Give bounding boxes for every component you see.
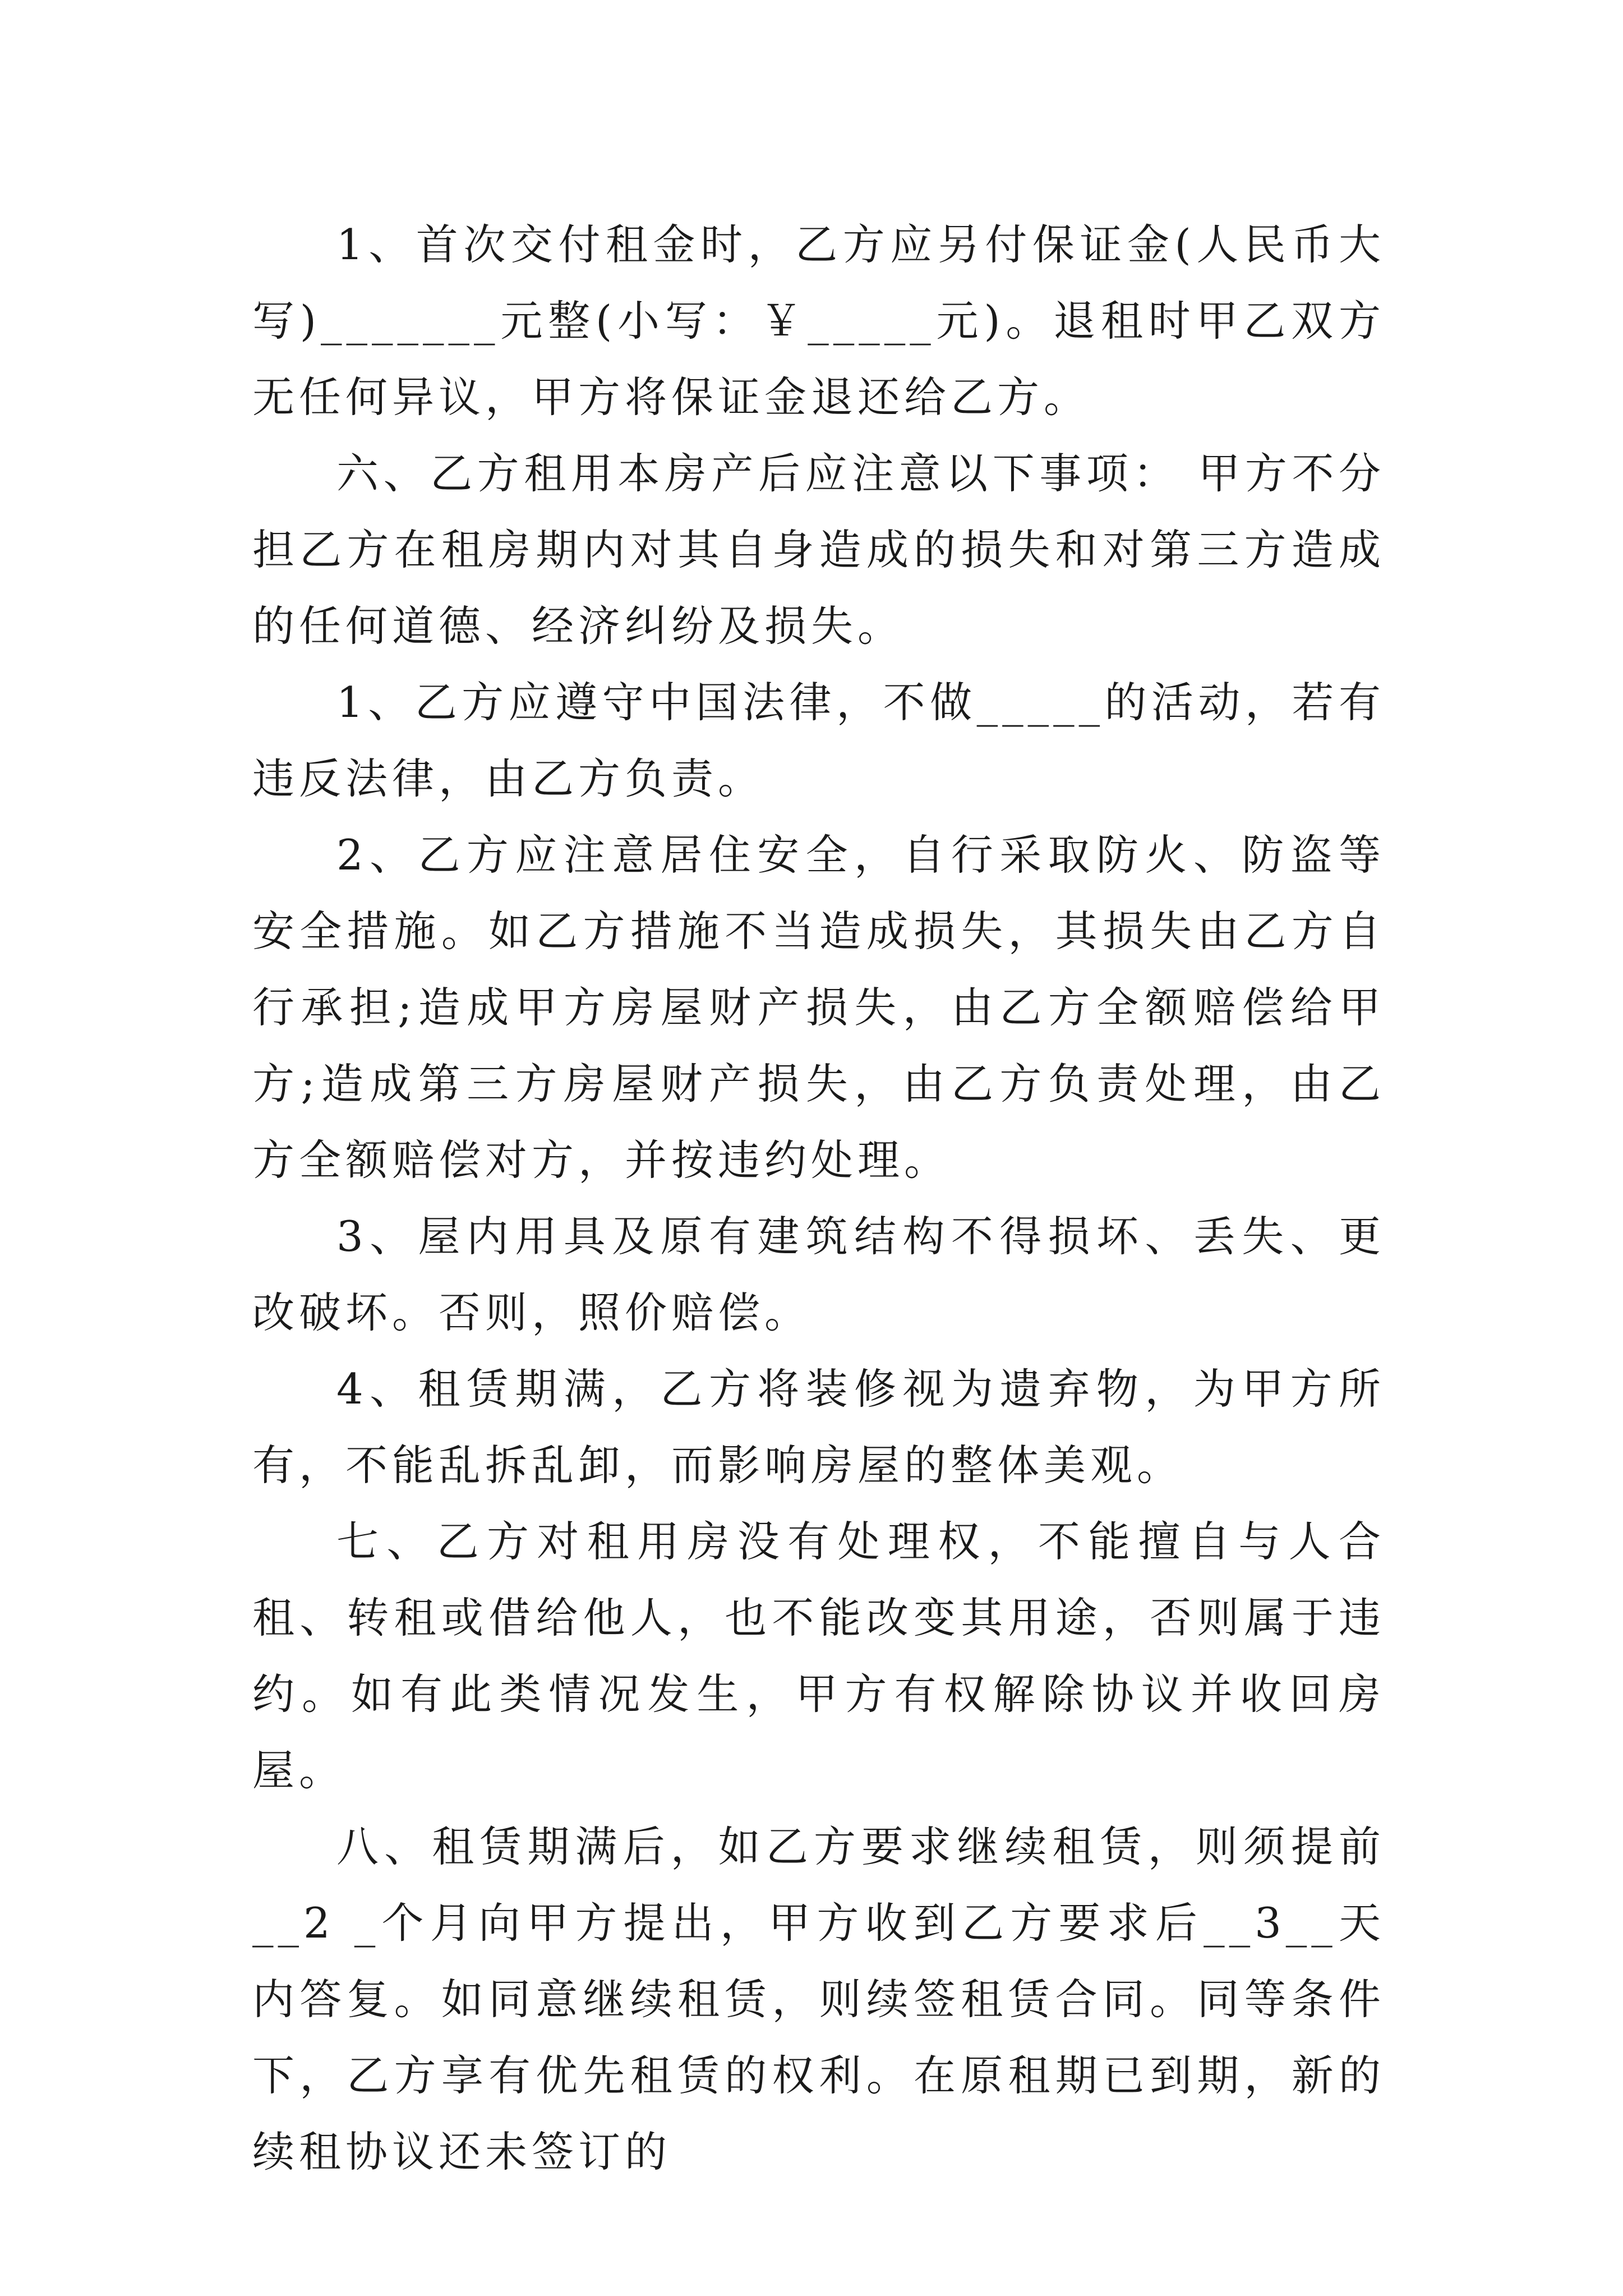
- paragraph-clause-eight: 八、租赁期满后，如乙方要求继续租赁，则须提前__2 _个月向甲方提出，甲方收到乙方要求后__3__天内答复。如同意继续租赁，则续签租赁合同。同等条件下，乙方享有优先租赁的权利。在原租期已到期，新的续租协议还未签订的: [252, 1822, 1385, 2177]
- paragraph-renovation: 4、租赁期满，乙方将装修视为遗弃物，为甲方所有，不能乱拆乱卸，而影响房屋的整体美观。: [252, 1364, 1385, 1490]
- paragraph-safety: 2、乙方应注意居住安全，自行采取防火、防盗等安全措施。如乙方措施不当造成损失，其损失由乙方自行承担;造成甲方房屋财产损失，由乙方全额赔偿给甲方;造成第三方房屋财产损失，由乙方负责处理，由乙方全额赔偿对方，并按违约处理。: [252, 830, 1385, 1185]
- paragraph-clause-seven: 七、乙方对租用房没有处理权，不能擅自与人合租、转租或借给他人，也不能改变其用途，否则属于违约。如有此类情况发生，甲方有权解除协议并收回房屋。: [252, 1517, 1385, 1795]
- paragraph-law-compliance: 1、乙方应遵守中国法律，不做_____的活动，若有违反法律，由乙方负责。: [252, 678, 1385, 803]
- paragraph-clause-six: 六、乙方租用本房产后应注意以下事项： 甲方不分担乙方在租房期内对其自身造成的损失和对第三方造成的任何道德、经济纠纷及损失。: [252, 449, 1385, 651]
- paragraph-fixtures: 3、屋内用具及原有建筑结构不得损坏、丢失、更改破坏。否则，照价赔偿。: [252, 1212, 1385, 1337]
- paragraph-deposit: 1、首次交付租金时，乙方应另付保证金(人民币大写)_______元整(小写：￥_____元)。退租时甲乙双方无任何异议，甲方将保证金退还给乙方。: [252, 220, 1385, 422]
- document-body: [252, 206, 1385, 2190]
